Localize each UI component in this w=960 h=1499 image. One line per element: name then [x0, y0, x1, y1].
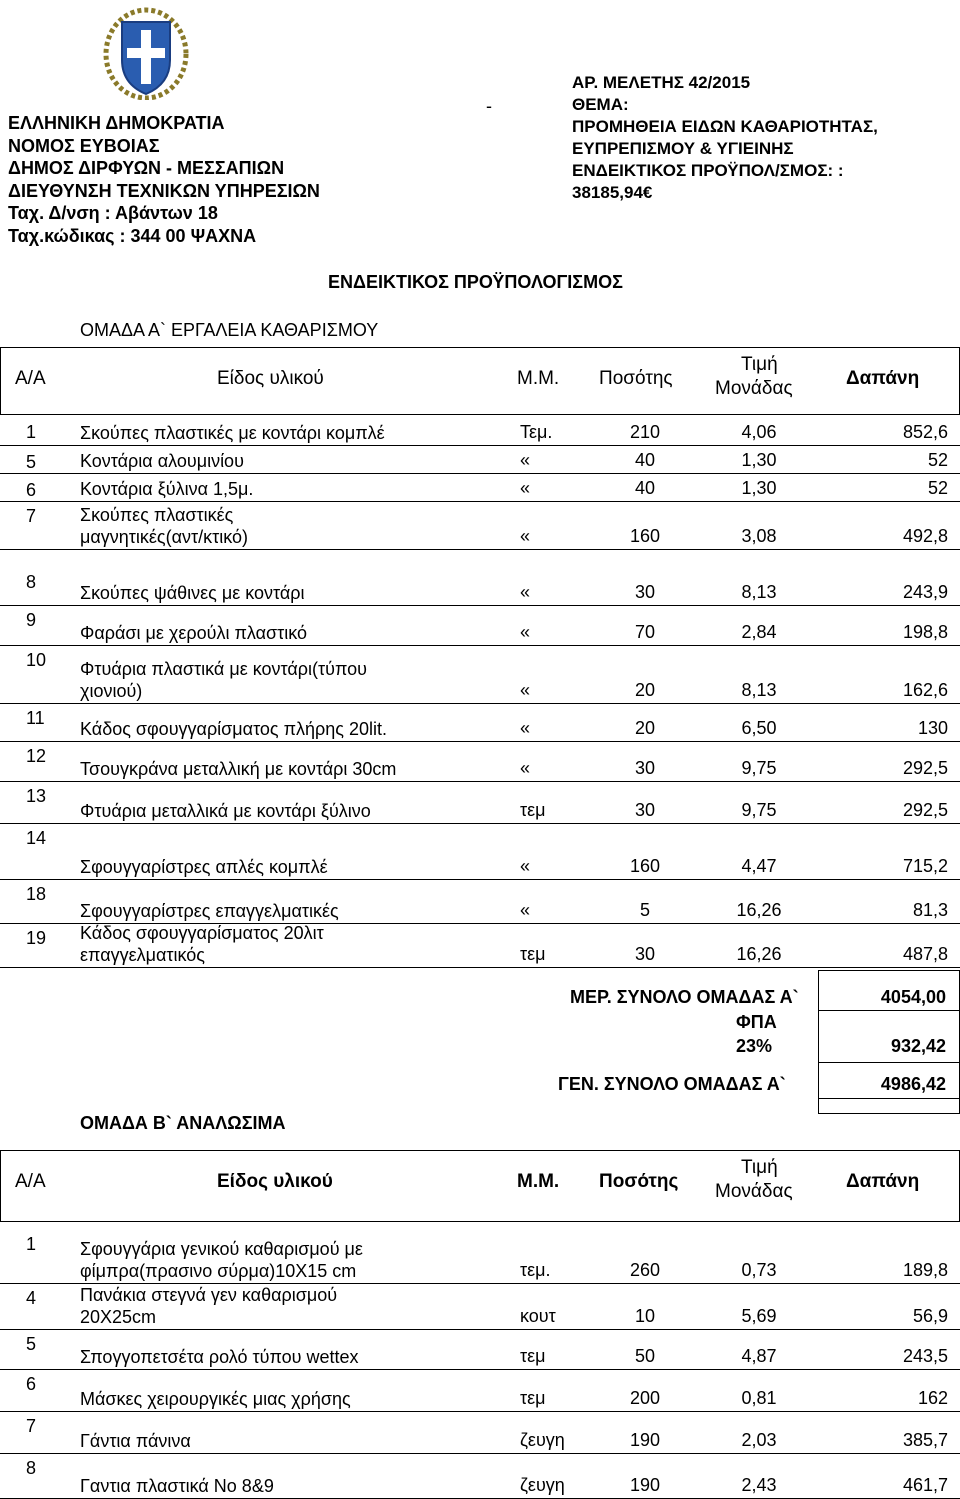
quantity: 5: [639, 900, 650, 920]
table-row: [0, 1370, 960, 1412]
col-qty: Ποσότης: [599, 1171, 679, 1192]
table-row: [0, 1284, 960, 1330]
item-description-line: Κοντάρια ξύλινα 1,5μ.: [80, 479, 254, 499]
group-b-title: ΟΜΑΔΑ Β` ΑΝΑΛΩΣΙΜΑ: [80, 1113, 286, 1133]
quantity: 10: [634, 1306, 656, 1326]
unit: «: [520, 450, 531, 470]
row-divider: [0, 473, 960, 474]
row-number: 12: [26, 746, 47, 766]
unit: «: [520, 582, 531, 602]
item-description-line: Φτυάρια πλαστικά με κοντάρι(τύπου: [80, 659, 367, 679]
study-line: ΠΡΟΜΗΘΕΙΑ ΕΙΔΩΝ ΚΑΘΑΡΙΟΤΗΤΑΣ,: [572, 117, 878, 136]
quantity: 210: [629, 422, 661, 442]
item-description-line: Σκούπες πλαστικές: [80, 505, 234, 525]
cost: 243,5: [902, 1346, 948, 1366]
cost: 56,9: [912, 1306, 948, 1326]
unit-price: 0,73: [741, 1260, 777, 1280]
item-description-line: επαγγελματικός: [80, 945, 205, 965]
item-description-line: μαγνητικές(αντ/κτικό): [80, 527, 249, 547]
row-number: 7: [26, 1416, 37, 1436]
item-description-line: χιονιού): [80, 681, 143, 701]
study-line: 38185,94€: [572, 183, 653, 202]
unit-price: 1,30: [741, 478, 777, 498]
col-price-2: Μονάδας: [715, 378, 793, 399]
table-row: [0, 782, 960, 824]
unit-price: 1,30: [741, 450, 777, 470]
row-number: 10: [26, 650, 47, 670]
item-description-line: Σφουγγαρίστρες επαγγελματικές: [80, 901, 339, 921]
col-item: Είδος υλικού: [217, 1171, 333, 1192]
col-qty: Ποσότης: [599, 368, 673, 389]
row-number: 19: [26, 928, 47, 948]
total-value: 4986,42: [880, 1074, 946, 1094]
item-description-line: Κάδος σφουγγαρίσματος πλήρης 20lit.: [80, 719, 387, 739]
item-description: [80, 1388, 351, 1410]
quantity: 30: [634, 800, 656, 820]
unit: «: [520, 680, 531, 700]
item-description-line: Φαράσι με χερούλι πλαστικό: [80, 623, 308, 643]
issuer-line: ΕΛΛΗΝΙΚΗ ΔΗΜΟΚΡΑΤΙΑ: [8, 113, 225, 133]
unit: «: [520, 758, 531, 778]
quantity: 30: [634, 944, 656, 964]
unit: κουτ: [520, 1306, 556, 1326]
col-price-1: Τιμή: [741, 354, 778, 375]
unit-price: 6,50: [741, 718, 777, 738]
unit-price: 2,03: [741, 1430, 777, 1450]
unit-price: 16,26: [736, 944, 782, 964]
col-mm: Μ.Μ.: [517, 1171, 560, 1192]
item-description: [80, 1475, 274, 1497]
quantity: 70: [634, 622, 656, 642]
unit: «: [520, 526, 531, 546]
item-description-line: Γαντια πλαστικά Νο 8&9: [80, 1476, 274, 1496]
item-description: [80, 622, 307, 644]
unit: «: [520, 478, 531, 498]
cost: 385,7: [902, 1430, 948, 1450]
cost: 81,3: [912, 900, 948, 920]
unit-price: 5,69: [741, 1306, 777, 1326]
cost: 461,7: [902, 1475, 948, 1495]
unit: Τεμ.: [520, 422, 553, 442]
cost: 52: [927, 450, 948, 470]
unit: ζευγη: [520, 1475, 565, 1495]
row-number: 11: [26, 708, 45, 728]
row-divider: [0, 967, 960, 968]
unit: τεμ: [520, 1388, 546, 1408]
table-row: [0, 1230, 960, 1284]
study-line: ΕΥΠΡΕΠΙΣΜΟΥ & ΥΓΙΕΙΝΗΣ: [572, 139, 794, 158]
item-description-line: Σκούπες πλαστικές με κοντάρι κομπλέ: [80, 423, 385, 443]
item-description: [80, 450, 244, 472]
unit: ζευγη: [520, 1430, 565, 1450]
unit: τεμ: [520, 944, 546, 964]
issuer-line: Ταχ. Δ/νση : Αβάντων 18: [8, 203, 218, 223]
table-row: [0, 1454, 960, 1499]
item-description: [80, 658, 367, 702]
table-row: [0, 1330, 960, 1370]
table-row: [0, 704, 960, 742]
table-a-header: [0, 347, 960, 415]
table-row: [0, 418, 960, 446]
issuer-line: ΝΟΜΟΣ ΕΥΒΟΙΑΣ: [8, 135, 160, 156]
cost: 162,6: [902, 680, 948, 700]
cost: 130: [917, 718, 948, 738]
cost: 487,8: [902, 944, 948, 964]
unit-price: 0,81: [741, 1388, 777, 1408]
col-mm: Μ.Μ.: [517, 368, 560, 389]
unit-price: 4,87: [741, 1346, 777, 1366]
item-description-line: Σκούπες ψάθινες με κοντάρι: [80, 583, 305, 603]
item-description-line: Φτυάρια μεταλλικά με κοντάρι ξύλινο: [80, 801, 371, 821]
unit-price: 2,43: [741, 1475, 777, 1495]
item-description-line: Σπογγοπετσέτα ρολό τύπου wettex: [80, 1347, 359, 1367]
unit-price: 9,75: [741, 800, 777, 820]
row-number: 5: [26, 452, 37, 472]
quantity: 160: [629, 526, 661, 546]
unit-price: 8,13: [741, 582, 777, 602]
unit: «: [520, 622, 531, 642]
item-description: [80, 800, 371, 822]
quantity: 200: [629, 1388, 661, 1408]
item-description: [80, 1284, 337, 1328]
col-cost: Δαπάνη: [846, 368, 920, 389]
item-description: [80, 478, 253, 500]
table-row: [0, 924, 960, 968]
item-description-line: Τσουγκράνα μεταλλική με κοντάρι 30cm: [80, 759, 397, 779]
unit-price: 4,06: [741, 422, 777, 442]
table-row: [0, 880, 960, 924]
quantity: 190: [629, 1430, 661, 1450]
row-number: 4: [26, 1288, 37, 1308]
item-description: [80, 900, 339, 922]
unit-price: 4,47: [741, 856, 777, 876]
budget-title: ΕΝΔΕΙΚΤΙΚΟΣ ΠΡΟΫΠΟΛΟΓΙΣΜΟΣ: [328, 272, 623, 292]
group-a-title: ΟΜΑΔΑ Α` ΕΡΓΑΛΕΙΑ ΚΑΘΑΡΙΣΜΟΥ: [80, 320, 379, 340]
unit: τεμ: [520, 1346, 546, 1366]
row-number: 1: [26, 1234, 37, 1254]
quantity: 260: [629, 1260, 661, 1280]
item-description-line: Μάσκες χειρουργικές μιας χρήσης: [80, 1389, 351, 1409]
quantity: 30: [634, 758, 656, 778]
col-cost: Δαπάνη: [846, 1171, 920, 1192]
vat-rate: 23%: [736, 1036, 773, 1056]
vat-label: ΦΠΑ: [736, 1012, 777, 1032]
row-number: 18: [26, 884, 47, 904]
vat-value: 932,42: [890, 1036, 946, 1056]
table-row: [0, 448, 960, 474]
study-line: ΕΝΔΕΙΚΤΙΚΟΣ ΠΡΟΫΠΟΛ/ΣΜΟΣ: :: [572, 161, 844, 180]
unit-price: 3,08: [741, 526, 777, 546]
unit: «: [520, 856, 531, 876]
table-b-header: [0, 1150, 960, 1222]
row-number: 14: [26, 828, 47, 848]
item-description: [80, 718, 387, 740]
table-row: [0, 568, 960, 606]
quantity: 190: [629, 1475, 661, 1495]
row-number: 7: [26, 506, 37, 526]
unit-price: 2,84: [741, 622, 777, 642]
issuer-block: [8, 112, 320, 247]
issuer-line: Ταχ.κώδικας : 344 00 ΨΑΧΝΑ: [8, 225, 257, 246]
table-row: [0, 742, 960, 782]
quantity: 160: [629, 856, 661, 876]
quantity: 40: [634, 450, 656, 470]
row-number: 8: [26, 1458, 37, 1478]
row-number: 9: [26, 610, 37, 630]
item-description: [80, 422, 385, 444]
separator-dash: -: [486, 96, 492, 116]
quantity: 50: [634, 1346, 656, 1366]
col-price-1: Τιμή: [741, 1157, 778, 1178]
col-price-2: Μονάδας: [715, 1181, 793, 1202]
cost: 715,2: [902, 856, 948, 876]
table-row: [0, 502, 960, 550]
row-number: 1: [26, 422, 37, 442]
cost: 189,8: [902, 1260, 948, 1280]
cost: 492,8: [902, 526, 948, 546]
cost: 852,6: [902, 422, 948, 442]
item-description-line: Πανάκια στεγνά γεν καθαρισμού: [80, 1285, 338, 1305]
cost: 52: [927, 478, 948, 498]
cost: 243,9: [902, 582, 948, 602]
greek-emblem-icon: [100, 4, 192, 100]
quantity: 20: [634, 718, 656, 738]
table-row: [0, 606, 960, 646]
quantity: 40: [634, 478, 656, 498]
item-description: [80, 758, 396, 780]
unit-price: 8,13: [741, 680, 777, 700]
item-description: [80, 1346, 359, 1368]
subtotal-value: 4054,00: [880, 987, 946, 1007]
item-description: [80, 1430, 191, 1452]
item-description-line: Σφουγγάρια γενικού καθαρισμού με: [80, 1239, 363, 1259]
cost: 292,5: [902, 758, 948, 778]
item-description: [80, 856, 328, 878]
row-number: 8: [26, 572, 37, 592]
item-description-line: 20Χ25cm: [80, 1307, 157, 1327]
row-number: 6: [26, 1374, 37, 1394]
cost: 198,8: [902, 622, 948, 642]
cost: 162: [917, 1388, 948, 1408]
item-description: [80, 1238, 363, 1282]
col-aa: Α/Α: [15, 368, 46, 389]
unit: «: [520, 718, 531, 738]
row-divider: [0, 445, 960, 446]
table-row: [0, 824, 960, 880]
unit: «: [520, 900, 531, 920]
unit: τεμ: [520, 800, 546, 820]
quantity: 20: [634, 680, 656, 700]
item-description-line: φίμπρα(πρασινο σύρμα)10Χ15 cm: [80, 1261, 357, 1281]
subtotal-label: ΜΕΡ. ΣΥΝΟΛΟ ΟΜΑΔΑΣ Α`: [570, 987, 799, 1007]
unit-price: 16,26: [736, 900, 782, 920]
col-item: Είδος υλικού: [217, 368, 324, 389]
unit-price: 9,75: [741, 758, 777, 778]
item-description-line: Γάντια πάνινα: [80, 1431, 191, 1451]
table-row: [0, 646, 960, 704]
study-line: ΘΕΜΑ:: [572, 95, 629, 114]
item-description-line: Κοντάρια αλουμινίου: [80, 451, 244, 471]
quantity: 30: [634, 582, 656, 602]
item-description-line: Σφουγγαρίστρες απλές κομπλέ: [80, 857, 328, 877]
item-description-line: Κάδος σφουγγαρίσματος 20λιτ: [80, 923, 324, 943]
unit: τεμ.: [520, 1260, 551, 1280]
col-aa: Α/Α: [15, 1171, 46, 1192]
item-description: [80, 922, 324, 966]
row-divider: [0, 549, 960, 550]
item-description: [80, 582, 305, 604]
row-number: 5: [26, 1334, 37, 1354]
row-number: 13: [26, 786, 47, 806]
study-info-block: [572, 72, 878, 204]
cost: 292,5: [902, 800, 948, 820]
item-description: [80, 504, 248, 548]
table-row: [0, 1412, 960, 1454]
study-line: ΑΡ. ΜΕΛΕΤΗΣ 42/2015: [572, 73, 751, 92]
issuer-line: ΔΙΕΥΘΥΝΣΗ ΤΕΧΝΙΚΩΝ ΥΠΗΡΕΣΙΩΝ: [8, 180, 320, 201]
table-row: [0, 476, 960, 502]
total-label: ΓΕΝ. ΣΥΝΟΛΟ ΟΜΑΔΑΣ Α`: [558, 1074, 786, 1094]
issuer-line: ΔΗΜΟΣ ΔΙΡΦΥΩΝ - ΜΕΣΣΑΠΙΩΝ: [8, 158, 285, 178]
row-number: 6: [26, 480, 37, 500]
